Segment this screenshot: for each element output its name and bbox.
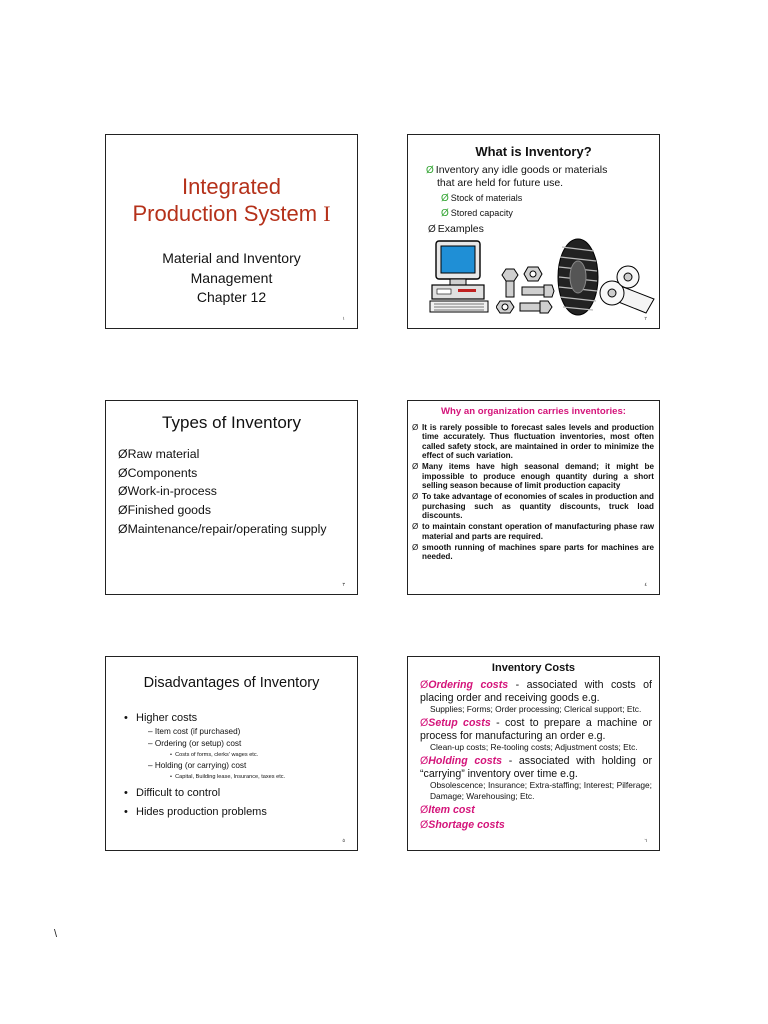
sub-list-item: – Ordering (or setup) cost	[148, 739, 242, 748]
list-item: Ø Many items have high seasonal demand; it might be impossible to produce enough quantity during a short selling season because of limit production capacity	[412, 462, 654, 491]
slide-what-is-inventory	[407, 134, 660, 329]
sub-bullet: Ø Stock of materials	[441, 193, 523, 204]
list-item: ØOrdering costs - associated with costs of placing order and receiving goods e.g. Supplies; Forms; Order processing; Clerical support; Etc.	[420, 679, 652, 714]
slide-number: ٤	[644, 582, 647, 588]
arrow-bullet-icon: Ø	[428, 224, 436, 235]
arrow-bullet-icon: Ø	[412, 423, 419, 432]
list-item: Ø It is rarely possible to forecast sales levels and production time accurately. Thus fluctuation inventories, most often called safety stock, are maintained in order to minimize the effect of such variation.	[412, 423, 654, 461]
slide-disadvantages	[105, 656, 358, 851]
arrow-bullet-icon: Ø	[118, 447, 128, 461]
slide-title-heading: Integrated Production System I	[132, 174, 331, 226]
page-number: \	[54, 928, 58, 940]
arrow-bullet-icon: Ø	[412, 492, 419, 502]
list-item: ØRaw material	[118, 447, 200, 461]
toilet-paper-clipart	[598, 263, 656, 321]
reasons-list	[412, 423, 654, 564]
dash-icon: –	[148, 727, 153, 736]
nuts-and-bolts-clipart	[496, 265, 556, 317]
arrow-bullet-icon: Ø	[420, 717, 429, 730]
dash-icon: –	[148, 761, 153, 770]
arrow-bullet-icon: Ø	[441, 193, 449, 204]
list-item: ØItem cost	[420, 803, 475, 816]
list-item: • Hides production problems	[124, 806, 267, 818]
list-item: ØFinished goods	[118, 503, 211, 518]
arrow-bullet-icon: Ø	[426, 165, 434, 176]
sub-list-item: – Item cost (if purchased)	[148, 727, 241, 736]
bullet-icon: •	[124, 806, 128, 818]
arrow-bullet-icon: Ø	[118, 465, 128, 480]
arrow-bullet-icon: Ø	[441, 208, 449, 219]
slide-number: ٦	[644, 838, 647, 844]
slide-inventory-costs	[407, 656, 660, 851]
computer-clipart	[428, 239, 490, 315]
list-item: Ø smooth running of machines spare parts for machines are needed.	[412, 543, 654, 562]
bullet-icon: •	[124, 787, 128, 799]
arrow-bullet-icon: Ø	[412, 522, 419, 532]
slide-title	[105, 134, 358, 329]
arrow-bullet-icon: Ø	[118, 484, 128, 499]
slide-number: ١	[342, 316, 345, 322]
sub-list-item: – Holding (or carrying) cost	[148, 761, 247, 770]
arrow-bullet-icon: Ø	[118, 521, 128, 536]
dash-icon: –	[148, 739, 153, 748]
slide-heading: Types of Inventory	[162, 413, 301, 432]
costs-list	[420, 679, 652, 835]
list-item: ØHolding costs - associated with holding or “carrying” inventory over time e.g. Obsolescence; Insurance; Extra-staffing; Interest; Pilferage; Damage; Warehousing; Etc.	[420, 755, 652, 801]
slide-heading: Disadvantages of Inventory	[143, 675, 320, 691]
slide-types-of-inventory	[105, 400, 358, 595]
detail-item: • Capital, Building lease, Insurance, taxes etc.	[170, 774, 286, 780]
arrow-bullet-icon: Ø	[420, 755, 429, 768]
slide-subtitle: Material and Inventory Management Chapter 12	[162, 250, 301, 305]
list-item: Ø To take advantage of economies of scales in production and purchasing such as quantity discounts, truck load discounts.	[412, 492, 654, 521]
tire-clipart	[556, 237, 600, 317]
slide-number: ٣	[342, 582, 345, 588]
types-list	[118, 447, 327, 540]
slide-heading: Why an organization carries inventories:	[441, 406, 626, 417]
list-item: ØMaintenance/repair/operating supply	[118, 521, 327, 536]
arrow-bullet-icon: Ø	[420, 803, 429, 816]
arrow-bullet-icon: Ø	[118, 503, 128, 518]
list-item: Ø to maintain constant operation of manufacturing phase raw material and parts are required.	[412, 522, 654, 541]
arrow-bullet-icon: Ø	[412, 543, 419, 553]
slide-heading: Inventory Costs	[491, 662, 576, 674]
arrow-bullet-icon: Ø	[420, 679, 429, 691]
list-item: • Higher costs	[124, 712, 198, 724]
bullet-examples: Ø Examples	[428, 223, 484, 235]
slide-why-carry-inventory	[407, 400, 660, 595]
disadvantages-list	[124, 707, 349, 820]
list-item: ØShortage costs	[420, 819, 505, 832]
slide-number: ٥	[342, 838, 345, 844]
list-item: • Difficult to control	[124, 787, 221, 799]
bullet-icon: •	[170, 752, 172, 758]
slide-heading: What is Inventory?	[475, 144, 592, 159]
list-item: ØComponents	[118, 465, 198, 480]
detail-item: • Costs of forms, clerks' wages etc.	[170, 752, 259, 758]
bullet-definition: Ø Inventory any idle goods or materials that are held for future use.	[426, 164, 608, 189]
list-item: ØWork-in-process	[118, 484, 217, 499]
list-item: ØSetup costs - cost to prepare a machine or process for manufacturing an order e.g. Clean-up costs; Re-tooling costs; Adjustment costs; Etc.	[420, 717, 653, 753]
sub-bullet: Ø Stored capacity	[441, 208, 513, 219]
arrow-bullet-icon: Ø	[420, 819, 429, 832]
bullet-icon: •	[124, 712, 128, 724]
bullet-icon: •	[170, 774, 172, 780]
arrow-bullet-icon: Ø	[412, 462, 419, 472]
slide-number: ٢	[644, 316, 647, 322]
